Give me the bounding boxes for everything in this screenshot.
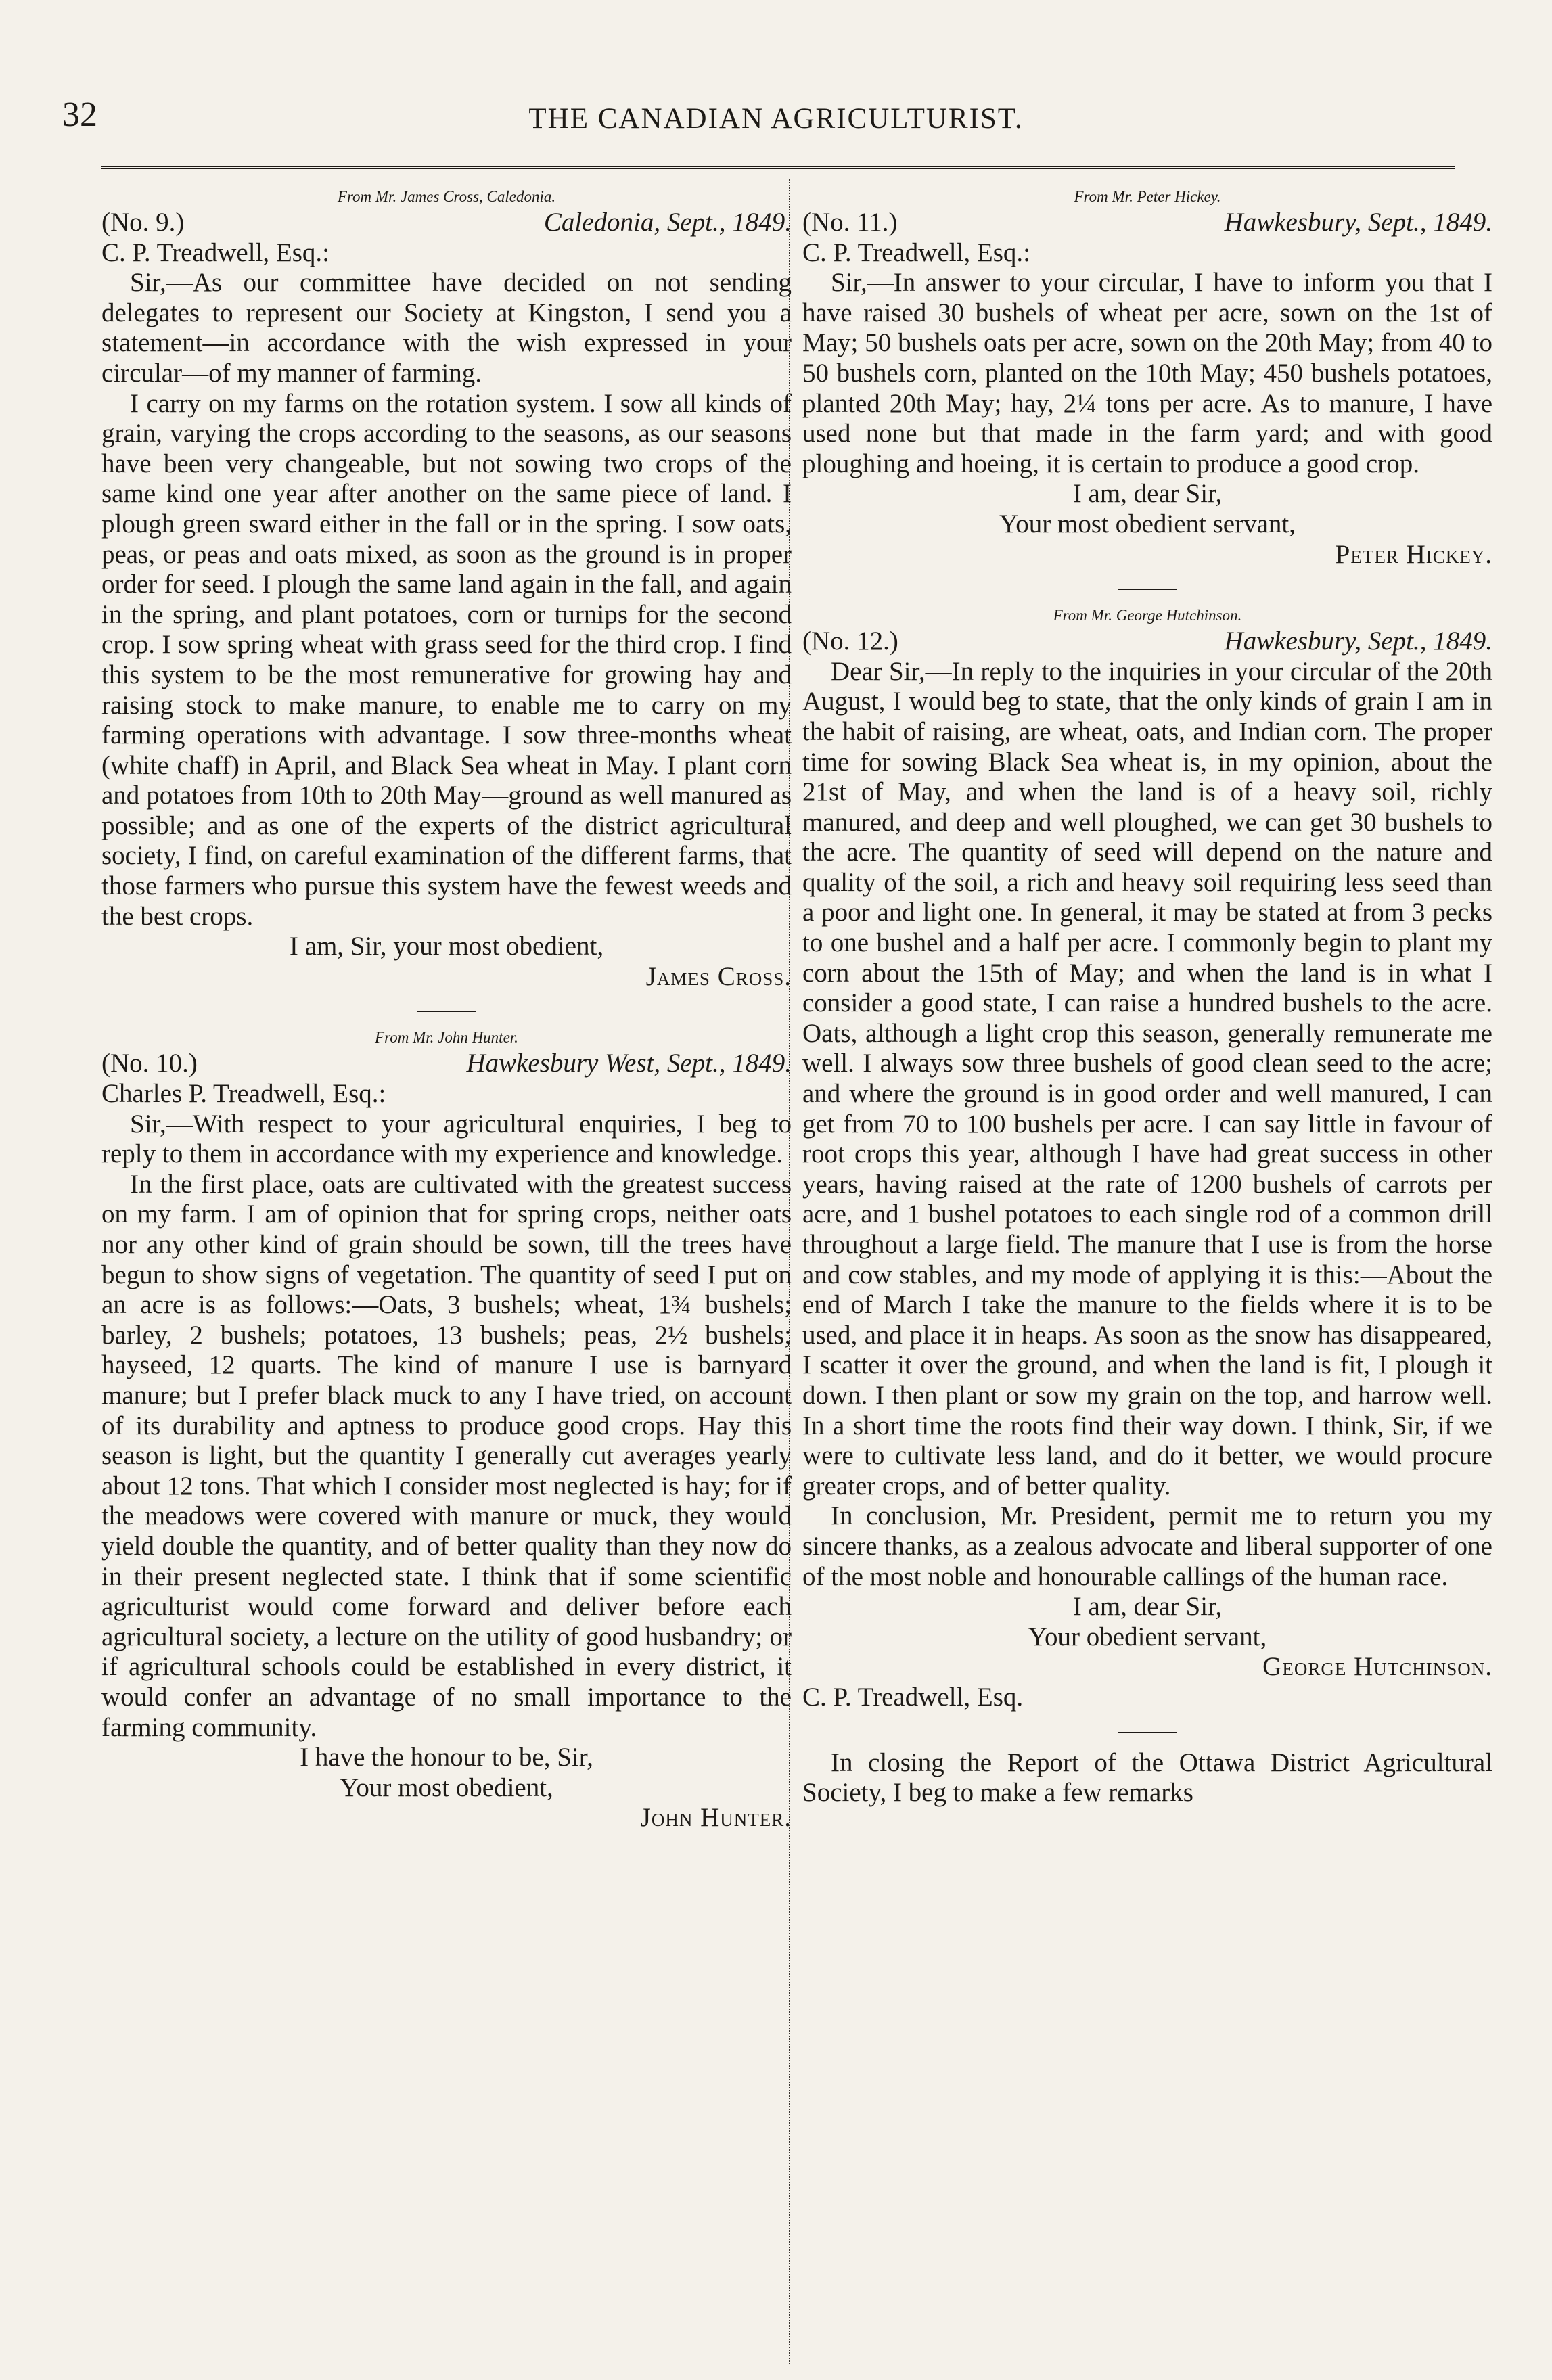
letter-dateline: [101, 1049, 792, 1079]
letter-number: (No. 10.): [101, 1049, 198, 1078]
letter-paragraph: Dear Sir,—In reply to the inquiries in your circular of the 20th August, I would beg to state, that the only kinds of grain I am in the habit of raising, are wheat, oats, and Indian corn. The proper time for sowing Black Sea wheat is, in my opinion, about the 21st of May, and when the land is of a heavy soil, richly manured, and deep and well ploughed, we can get 30 bushels to the acre. The quantity of seed will depend on the nature and quality of the soil, a rich and heavy soil requiring less seed than a poor and light one. In general, it may be stated at from 3 pecks to one bushel and a half per acre. I commonly begin to plant my corn about the 15th of May; and when the land is in what I consider a good state, I can raise a hundred bushels to the acre. Oats, although a light crop this season, generally remunerate me well. I always sow three bushels of good clean seed to the acre; and where the ground is in good order and well manured, I can get from 70 to 100 bushels per acre. I can say little in favour of root crops this year, although I have had great success in other years, having raised at the rate of 1200 bushels of carrots per acre, and 1 bushel potatoes to each single rod of a common drill throughout a large field. The manure that I use is from the horse and cow stables, and my mode of applying it is this:—About the end of March I take the manure to the fields where it is to be used, and place it in heaps. As soon as the snow has disappeared, I scatter it over the ground, and when the land is fit, I plough it down. I then plant or sow my grain on the top, and harrow well. In a short time the roots find their way down. I think, Sir, if we were to cultivate less land, and do it better, we would procure greater crops, and of better quality.: [802, 656, 1492, 1501]
letter-number: (No. 9.): [101, 208, 185, 237]
letter-paragraph: Sir,—As our committee have decided on not sending delegates to represent our Society at Kingston, I send you a statement—in accordance with the wish expressed in your circular—of my manner of farming.: [101, 268, 792, 388]
letter-signature: Peter Hickey.: [1335, 539, 1492, 569]
closing-line: I am, Sir, your most obedient,: [289, 932, 604, 961]
letter-dateline: [802, 626, 1492, 657]
letter-closing: [101, 932, 792, 962]
header-rule: [101, 166, 1455, 173]
letter-signature: John Hunter.: [640, 1803, 792, 1833]
letter-from: From Mr. George Hutchinson.: [1053, 607, 1242, 624]
letter-no-12: [802, 605, 1492, 1712]
letter-place-date: Hawkesbury West, Sept., 1849.: [466, 1049, 792, 1078]
letter-place-date: Hawkesbury, Sept., 1849.: [1224, 208, 1492, 237]
letter-place-date: Hawkesbury, Sept., 1849.: [1224, 626, 1492, 656]
right-column: [802, 186, 1492, 1808]
letter-dateline: [802, 208, 1492, 238]
letter-place-date: Caledonia, Sept., 1849.: [543, 208, 792, 237]
left-column: [101, 186, 792, 1833]
letter-from: From Mr. Peter Hickey.: [1074, 188, 1221, 205]
letter-from: From Mr. James Cross, Caledonia.: [337, 188, 556, 205]
letter-number: (No. 12.): [802, 626, 898, 656]
letter-paragraph: In the first place, oats are cultivated with the greatest success on my farm. I am of opinion that for spring crops, neither oats nor any other kind of grain should be sown, till the trees have begun to show signs of vegetation. The quantity of seed I put on an acre is as follows:—Oats, 3 bushels; wheat, 1¾ bushels; barley, 2 bushels; potatoes, 13 bushels; peas, 2½ bushels; hayseed, 12 quarts. The kind of manure I use is barnyard manure; but I prefer black muck to any I have tried, on account of its durability and aptness to produce good crops. Hay this season is light, but the quantity I generally cut averages yearly about 12 tons. That which I consider most neglected is hay; for if the meadows were covered with manure or muck, they would yield double the quantity, and of better quality than they now do in their present neglected state. I think that if some scientific agriculturist would come forward and deliver before each agricultural society, a lecture on the utility of good husbandry; or if agricultural schools could be established in every district, it would confer an advantage of no small importance to the farming community.: [101, 1169, 792, 1742]
closing-line: Your most obedient servant,: [999, 509, 1296, 539]
letter-addressee: C. P. Treadwell, Esq.:: [101, 237, 329, 267]
letter-closing: [802, 1592, 1492, 1652]
letter-paragraph: In conclusion, Mr. President, permit me to return you my sincere thanks, as a zealous advocate and liberal supporter of one of the most noble and honourable callings of the human race.: [802, 1501, 1492, 1591]
letter-paragraph: I carry on my farms on the rotation system. I sow all kinds of grain, varying the crops according to the seasons, as our seasons have been very changeable, but not sowing two crops of the same kind one year after another on the same piece of land. I plough green sward either in the fall or in the spring. I sow oats, peas, or peas and oats mixed, as soon as the ground is in proper order for seed. I plough the same land again in the fall, and again in the spring, and plant potatoes, corn or turnips for the second crop. I sow spring wheat with grass seed for the third crop. I find this system to be the most remunerative for growing hay and raising stock to make manure, to enable me to carry on my farming operations with advantage. I sow three-months wheat (white chaff) in April, and Black Sea wheat in May. I plant corn and potatoes from 10th to 20th May—ground as well manured as possible; and as one of the experts of the district agricultural society, I find, on careful examination of the different farms, that those farmers who pursue this system have the fewest weeds and the best crops.: [101, 388, 792, 931]
page-header: [0, 95, 1552, 149]
letter-addressee: C. P. Treadwell, Esq.:: [802, 237, 1030, 267]
closing-line: I have the honour to be, Sir,: [300, 1743, 593, 1772]
letter-no-11: [802, 186, 1492, 570]
letter-signature: James Cross.: [645, 961, 792, 991]
letter-number: (No. 11.): [802, 208, 898, 237]
section-separator: [1118, 589, 1177, 590]
letter-no-10: [101, 1027, 792, 1833]
page-number: 32: [62, 95, 97, 134]
closing-line: Your obedient servant,: [1028, 1622, 1267, 1651]
letter-paragraph: Sir,—In answer to your circular, I have to inform you that I have raised 30 bushels of wheat per acre, sown on the 1st of May; 50 bushels oats per acre, sown on the 20th May; from 40 to 50 bushels corn, planted on the 10th May; 450 bushels potatoes, planted 20th May; hay, 2¼ tons per acre. As to manure, I have used none but that made in the farm yard; and with good ploughing and hoeing, it is certain to produce a good crop.: [802, 268, 1492, 478]
section-separator: [417, 1011, 476, 1012]
letter-no-9: [101, 186, 792, 992]
letter-signature: George Hutchinson.: [1262, 1652, 1492, 1682]
letter-from: From Mr. John Hunter.: [375, 1029, 518, 1047]
letter-paragraph: Sir,—With respect to your agricultural enquiries, I beg to reply to them in accordance with my experience and knowledge.: [101, 1109, 792, 1169]
letter-postscript: C. P. Treadwell, Esq.: [802, 1682, 1024, 1712]
letter-closing: [802, 479, 1492, 539]
closing-line: Your most obedient,: [340, 1772, 553, 1802]
section-separator: [1118, 1732, 1177, 1733]
closing-remarks-text: In closing the Report of the Ottawa District Agricultural Society, I beg to make a few remarks: [802, 1747, 1492, 1808]
letter-dateline: [101, 208, 792, 238]
letter-closing: [101, 1743, 792, 1803]
letter-addressee: Charles P. Treadwell, Esq.:: [101, 1079, 386, 1109]
closing-line: I am, dear Sir,: [1072, 479, 1223, 509]
closing-line: I am, dear Sir,: [1072, 1592, 1223, 1622]
running-title: THE CANADIAN AGRICULTURIST.: [528, 103, 1024, 135]
